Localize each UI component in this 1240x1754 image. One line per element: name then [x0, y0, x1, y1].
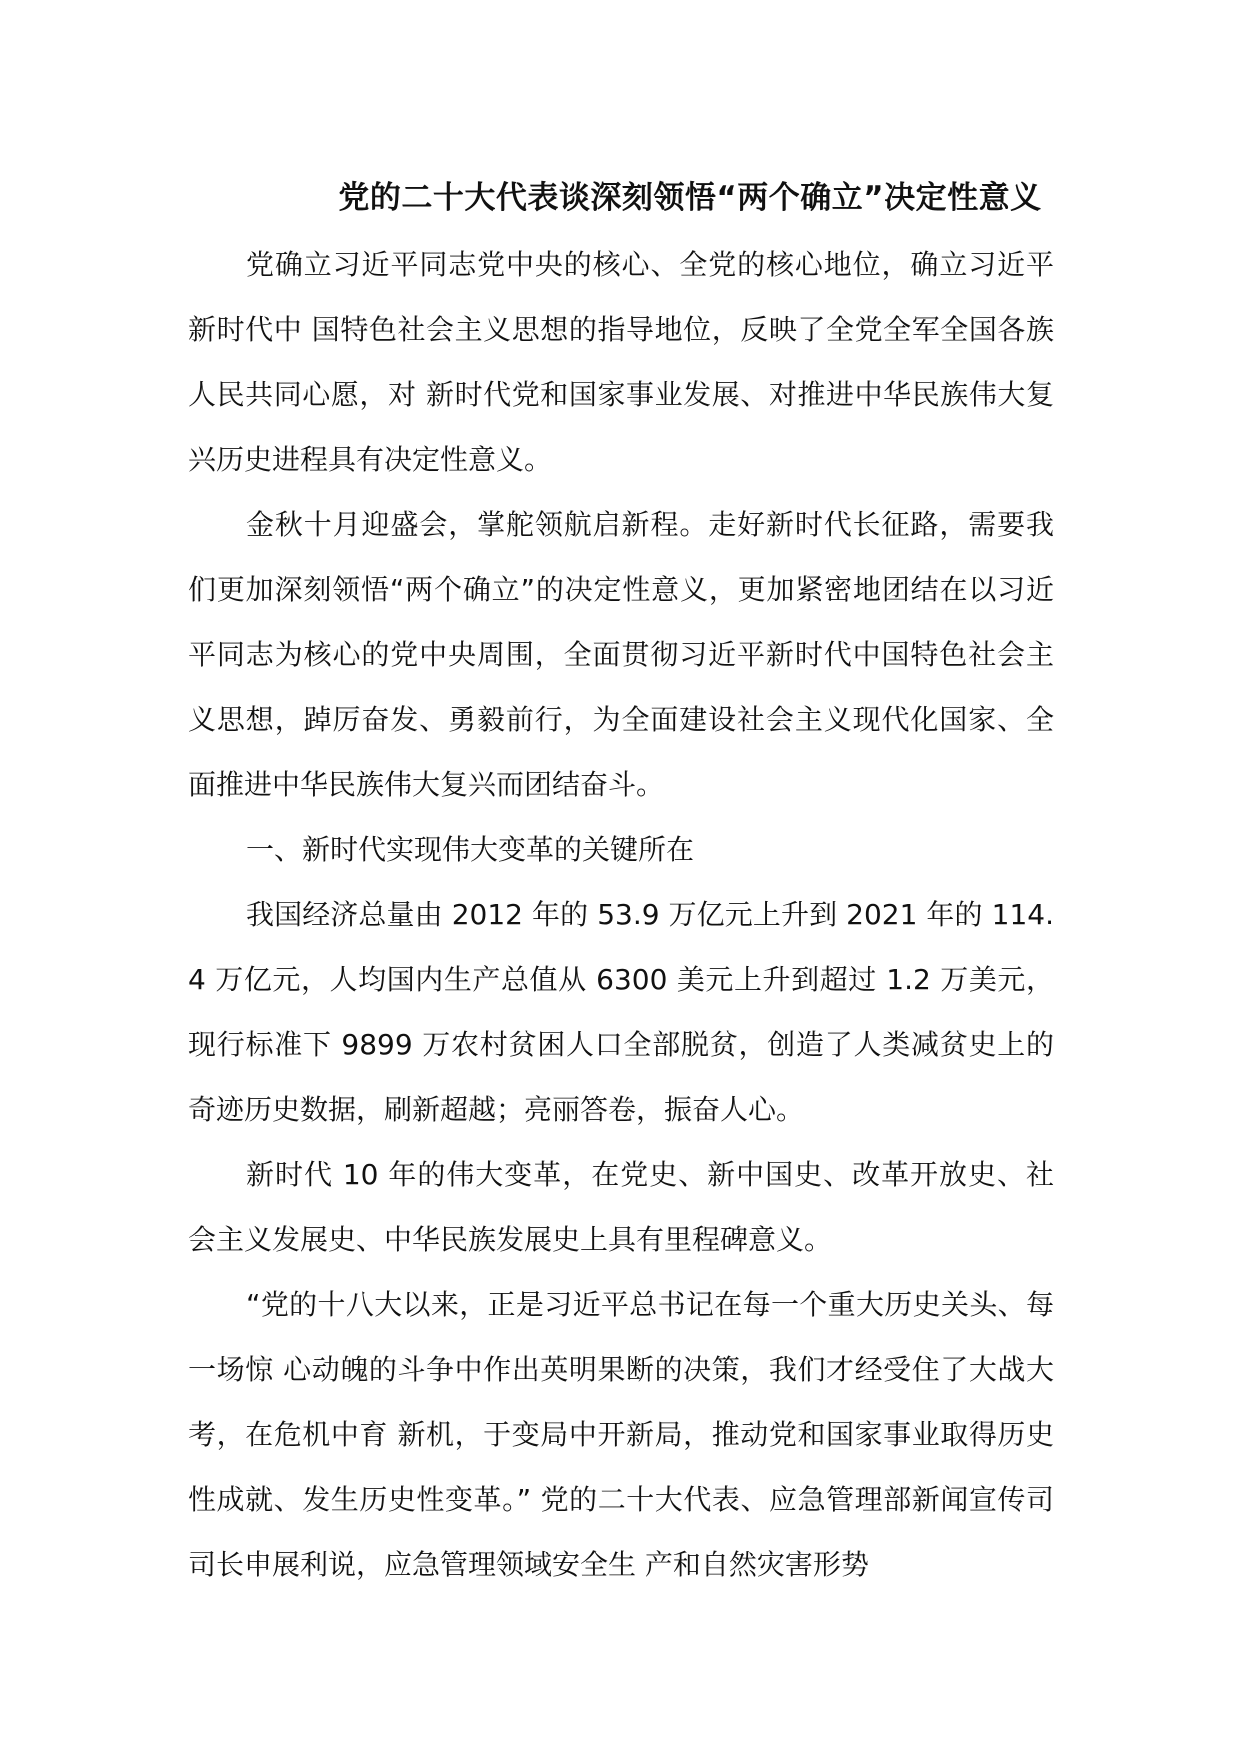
paragraph-1: 党确立习近平同志党中央的核心、全党的核心地位，确立习近平新时代中 国特色社会主义思想的指导地位，反映了全党全军全国各族人民共同心愿，对 新时代党和国家事业发展、对推进中华民族伟大复兴历史进程具有决定性意义。	[188, 248, 1054, 476]
paragraph-3: 我国经济总量由 2012 年的 53.9 万亿元上升到 2021 年的 114.4 万亿元，人均国内生产总值从 6300 美元上升到超过 1.2 万美元，现行标准下 9899 万农村贫困人口全部脱贫，创造了人类减贫史上的奇迹历史数据，刷新超越；亮丽答卷，振奋人心。	[188, 898, 1054, 1126]
document-title: 党的二十大代表谈深刻领悟“两个确立”决定性意义	[338, 180, 1042, 216]
document-body	[188, 232, 1054, 1597]
paragraph-5: “党的十八大以来，正是习近平总书记在每一个重大历史关头、每一场惊 心动魄的斗争中作出英明果断的决策，我们才经受住了大战大考，在危机中育 新机，于变局中开新局，推动党和国家事业取得历史性成就、发生历史性变革。” 党的二十大代表、应急管理部新闻宣传司司长申展利说，应急管理领域安全生 产和自然灾害形势	[188, 1288, 1054, 1581]
section-heading-1: 一、新时代实现伟大变革的关键所在	[246, 833, 695, 866]
paragraph-2: 金秋十月迎盛会，掌舵领航启新程。走好新时代长征路，需要我们更加深刻领悟“两个确立”的决定性意义，更加紧密地团结在以习近平同志为核心的党中央周围，全面贯彻习近平新时代中国特色社会主义思想，踔厉奋发、勇毅前行，为全面建设社会主义现代化国家、全面推进中华民族伟大复兴而团结奋斗。	[188, 508, 1054, 801]
paragraph-4: 新时代 10 年的伟大变革，在党史、新中国史、改革开放史、社会主义发展史、中华民族发展史上具有里程碑意义。	[188, 1158, 1054, 1256]
